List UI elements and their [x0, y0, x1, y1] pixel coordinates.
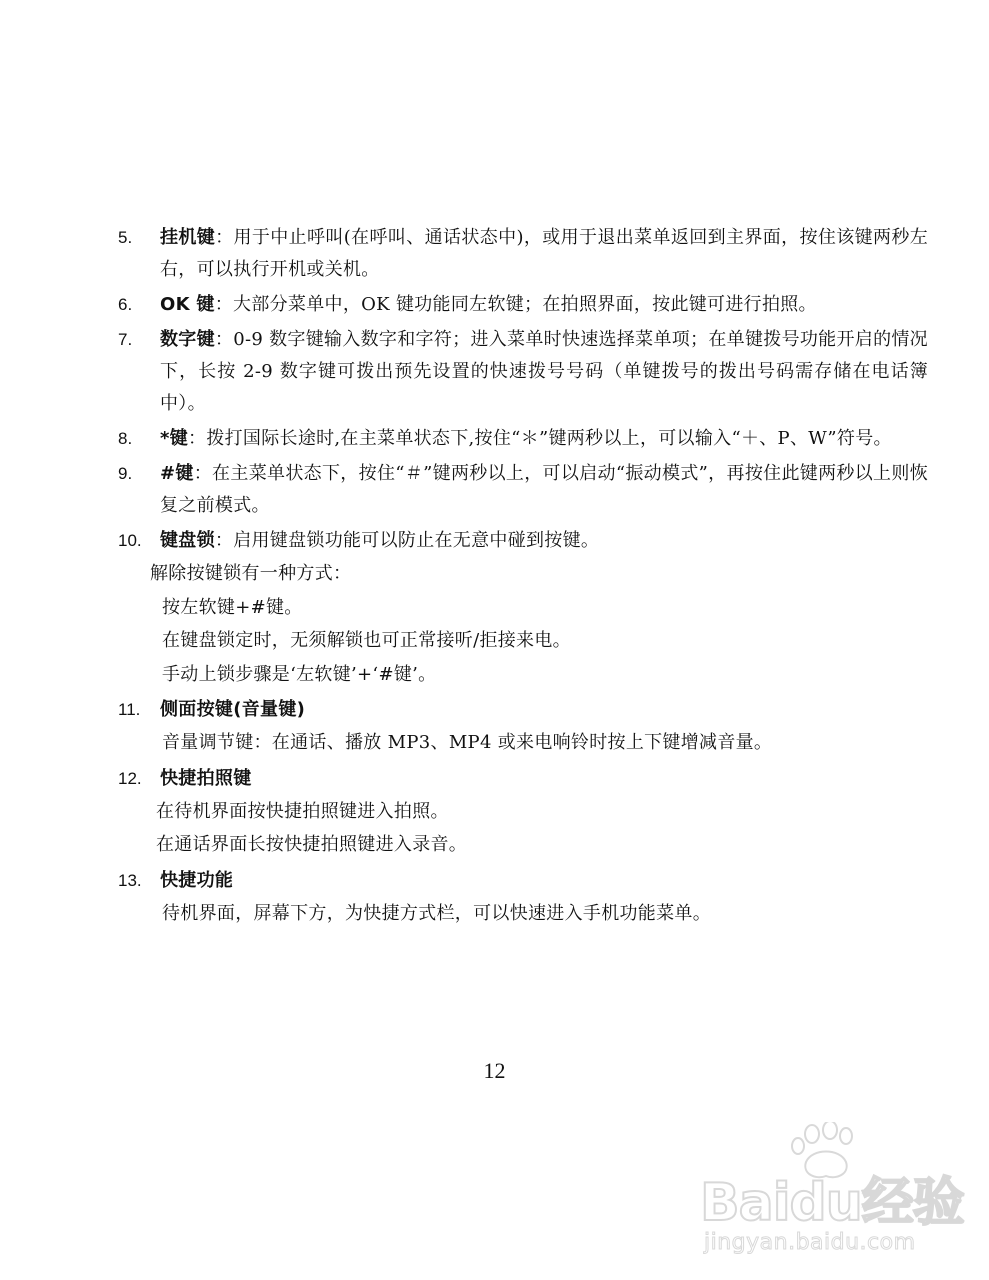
section-text: 音量调节键：在通话、播放 MP3、MP4 或来电响铃时按上下键增减音量。 — [162, 732, 773, 753]
item-body — [160, 525, 928, 557]
item-number: 11. — [118, 700, 141, 719]
keylock-line: 手动上锁步骤是‘左软键’+‘#键’。 — [162, 663, 437, 685]
list-item — [118, 458, 928, 522]
section-text: 待机界面，屏幕下方，为快捷方式栏，可以快速进入手机功能菜单。 — [162, 902, 711, 924]
item-label: 挂机键 — [160, 227, 216, 248]
item-body — [160, 865, 928, 897]
section-heading — [118, 694, 928, 726]
item-label: *键 — [160, 428, 189, 449]
page-number: 12 — [483, 1058, 506, 1083]
item-text: ：在主菜单状态下，按住“＃”键两秒以上，可以启动“振动模式”，再按住此键两秒以上则恢复之前模式。 — [160, 463, 929, 516]
keylock-line: 按左软键+#键。 — [162, 596, 303, 618]
item-body — [160, 458, 928, 522]
item-label: #键 — [160, 463, 194, 484]
list-item — [118, 222, 928, 286]
section-label: 快捷拍照键 — [160, 767, 252, 789]
item-body — [160, 423, 928, 455]
item-text: ：大部分菜单中，OK 键功能同左软键；在拍照界面，按此键可进行拍照。 — [214, 294, 817, 315]
item-body — [160, 289, 928, 321]
item-body — [160, 763, 928, 795]
item-number: 8. — [118, 429, 133, 448]
item-number: 7. — [118, 330, 133, 349]
item-number: 5. — [118, 228, 133, 247]
list-item — [118, 324, 928, 420]
keylock-intro: 解除按键锁有一种方式： — [150, 563, 352, 584]
list-item — [118, 423, 928, 455]
section-label: 侧面按键(音量键) — [160, 699, 306, 720]
item-body — [160, 324, 928, 420]
item-label: OK 键 — [160, 294, 215, 315]
section-heading — [118, 865, 928, 897]
section-label: 快捷功能 — [160, 869, 234, 891]
keylock-line: 在键盘锁定时，无须解锁也可正常接听/拒接来电。 — [162, 630, 571, 651]
item-body — [160, 694, 928, 726]
item-text: ：0-9 数字键输入数字和字符；进入菜单时快速选择菜单项；在单键拨号功能开启的情况下，长按 2-9 数字键可拨出预先设置的快速拨号号码（单键拨号的拨出号码需存储在电话簿中）。 — [160, 329, 928, 414]
watermark-url: jingyan.baidu.com — [704, 1230, 916, 1255]
section-heading — [118, 763, 928, 795]
item-number: 13. — [118, 870, 142, 890]
baidu-watermark — [700, 1122, 970, 1272]
item-label: 数字键 — [160, 329, 215, 350]
watermark-brand: Baidu经验 — [700, 1173, 964, 1233]
section-text: 在待机界面按快捷拍照键进入拍照。 — [156, 800, 449, 822]
item-number: 6. — [118, 295, 133, 314]
item-label: 键盘锁 — [160, 530, 215, 551]
section-text: 在通话界面长按快捷拍照键进入录音。 — [156, 834, 468, 855]
item-text: ：拨打国际长途时,在主菜单状态下,按住“＊”键两秒以上，可以输入“＋、P、W”符号。 — [188, 428, 892, 449]
content-area — [118, 222, 928, 930]
list-item — [118, 525, 928, 557]
item-number: 12. — [118, 768, 142, 788]
item-body — [160, 222, 928, 286]
item-number: 10. — [118, 531, 142, 550]
item-text: ：用于中止呼叫(在呼叫、通话状态中)，或用于退出菜单返回到主界面，按住该键两秒左右，可以执行开机或关机。 — [160, 227, 928, 280]
item-text: ：启用键盘锁功能可以防止在无意中碰到按键。 — [214, 530, 600, 551]
item-number: 9. — [118, 464, 133, 483]
list-item — [118, 289, 928, 321]
